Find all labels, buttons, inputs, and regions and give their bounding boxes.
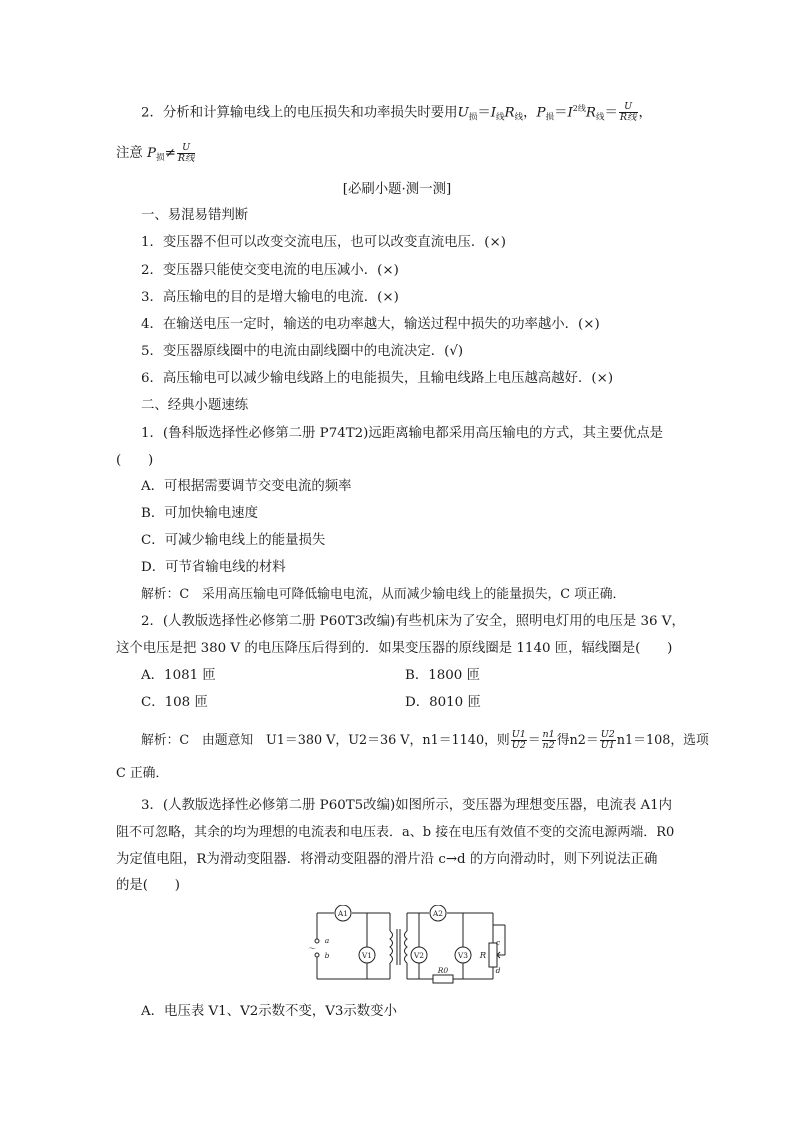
line-subscript: 线 <box>514 112 524 123</box>
ammeter-a1-label: A1 <box>337 909 349 918</box>
equals-sign: ＝ <box>477 105 491 121</box>
q2-analysis-prefix: 解析：C 由题意知 <box>141 733 254 748</box>
fraction-denominator: U2 <box>511 740 526 751</box>
n-ratio-fraction <box>542 730 556 751</box>
section-title: [必刷小题·测一测] <box>342 182 452 197</box>
u-inverse-fraction <box>600 730 616 751</box>
note-prefix: 注意 <box>116 146 143 161</box>
equals-sign: ＝ <box>554 105 568 121</box>
q2-result: n1＝108，选项 <box>616 733 709 748</box>
q1-analysis: 解析：C 采用高压输电可降低输电电流，从而减少输电线上的能量损失，C 项正确． <box>141 587 626 602</box>
q2-option-b: B．1800 匝 <box>405 668 480 683</box>
loss-subscript: 损 <box>468 112 478 123</box>
q1-option-b: B．可加快输电速度 <box>141 506 258 521</box>
intro-note-line <box>116 143 196 167</box>
q1-option-d: D．可节省输电线的材料 <box>141 560 286 575</box>
q3-option-a: A．电压表 V1、V2示数不变，V3示数变小 <box>141 1004 397 1019</box>
then-word: 得 <box>556 733 570 748</box>
n2-equals: n2＝ <box>569 733 599 748</box>
fraction-denominator: n2 <box>542 740 555 751</box>
q3-stem-line4: 的是( ) <box>116 878 181 893</box>
judge-item: 1．变压器不但可以改变交流电压，也可以改变直流电压．(×) <box>141 235 506 250</box>
squared-superscript: 2线 <box>572 104 586 113</box>
q1-option-c: C．可减少输电线上的能量损失 <box>141 533 326 548</box>
q1-stem: 1．(鲁科版选择性必修第二册 P74T2)远距离输电都采用高压输电的方式，其主要优点是 <box>141 426 664 441</box>
u-loss-symbol: U <box>457 105 469 121</box>
separator: ， <box>523 105 537 121</box>
q2-analysis-given: U1＝380 V，U2＝36 V，n1＝1140，则 <box>265 733 510 748</box>
judge-item: 2．变压器只能使交变电流的电压减小．(×) <box>141 263 399 278</box>
q2-stem-line2: 这个电压是把 380 V 的电压降压后得到的．如果变压器的原线圈是 1140 匝，辐线圈是( ) <box>116 641 673 656</box>
loss-subscript: 损 <box>156 153 165 163</box>
q3-stem-line3: 为定值电阻，R为滑动变阻器．将滑动变阻器的滑片沿 c→d 的方向滑动时，则下列说法正确 <box>116 852 658 867</box>
u-over-r-fraction <box>619 102 638 123</box>
i-squared-symbol: I <box>567 105 573 121</box>
fraction-denominator: R线 <box>619 112 637 124</box>
transformer-circuit-diagram <box>305 905 525 987</box>
q2-option-a: A．1081 匝 <box>141 668 216 683</box>
equals-sign: ＝ <box>604 105 618 121</box>
q2-option-c: C．108 匝 <box>141 695 208 710</box>
q1-stem-bracket: ( ) <box>116 453 154 468</box>
q2-analysis <box>141 730 709 751</box>
q2-option-d: D．8010 匝 <box>405 695 481 710</box>
intro-item2-text: 2．分析和计算输电线上的电压损失和功率损失时要用 <box>141 105 458 121</box>
voltmeter-v3-label: V3 <box>457 951 469 960</box>
i-line-symbol: I <box>490 105 497 121</box>
p-loss-symbol: P <box>536 105 546 121</box>
judge-item: 3．高压输电的目的是增大输电的电流．(×) <box>141 290 399 305</box>
fraction-numerator: U <box>619 102 638 113</box>
loss-subscript: 损 <box>545 112 555 123</box>
fraction-numerator: U <box>177 143 196 154</box>
q3-stem-line2: 阻不可忽略，其余的均为理想的电流表和电压表．a、b 接在电压有效值不变的交流电源两端．R0 <box>116 825 675 840</box>
voltmeter-v1-label: V1 <box>361 951 373 960</box>
terminal-a-label: a <box>324 936 330 945</box>
part1-heading: 一、易混易错判断 <box>141 208 249 223</box>
fraction-numerator: U2 <box>600 729 615 740</box>
u-over-r-fraction <box>177 143 196 164</box>
judge-item: 4．在输送电压一定时，输送的电功率越大，输送过程中损失的功率越小．(×) <box>141 317 600 332</box>
q2-stem: 2．(人教版选择性必修第二册 P60T3改编)有些机床为了安全，照明电灯用的电压是 36 V， <box>141 614 685 629</box>
q2-analysis-line2: C 正确． <box>116 766 169 781</box>
r-line-symbol: R <box>585 105 596 121</box>
fraction-numerator: n1 <box>542 729 555 740</box>
p-loss-symbol: P <box>147 146 157 161</box>
fraction-numerator: U1 <box>511 729 526 740</box>
fraction-denominator: U1 <box>600 740 615 751</box>
not-equal-sign: ≠ <box>164 146 176 161</box>
intro-item2-line <box>141 100 652 126</box>
terminal-b-label: b <box>324 951 330 960</box>
judge-item: 5．变压器原线圈中的电流由副线圈中的电流决定．(√) <box>141 344 464 359</box>
judge-item: 6．高压输电可以减少输电线路上的电能损失，且输电线路上电压越高越好．(×) <box>141 371 614 386</box>
terminal-d-label: d <box>495 966 501 975</box>
fraction-denominator: R线 <box>177 153 195 164</box>
q1-option-a: A．可根据需要调节交变电流的频率 <box>141 479 352 494</box>
line-subscript: 线 <box>595 112 605 123</box>
equals-sign: ＝ <box>527 733 541 748</box>
r-line-symbol: R <box>504 105 515 121</box>
u-ratio-fraction <box>511 730 527 751</box>
separator: ， <box>638 105 652 121</box>
ammeter-a2-label: A2 <box>432 909 444 918</box>
q3-stem: 3．(人教版选择性必修第二册 P60T5改编)如图所示，变压器为理想变压器，电流表 A1内 <box>141 798 673 813</box>
terminal-c-label: c <box>495 938 501 947</box>
r-label: R <box>479 951 487 961</box>
line-subscript: 线 <box>496 112 505 123</box>
r0-label: R0 <box>437 966 449 975</box>
ac-source-symbol: ～ <box>308 944 316 953</box>
part2-heading: 二、经典小题速练 <box>141 398 249 413</box>
voltmeter-v2-label: V2 <box>413 951 425 960</box>
